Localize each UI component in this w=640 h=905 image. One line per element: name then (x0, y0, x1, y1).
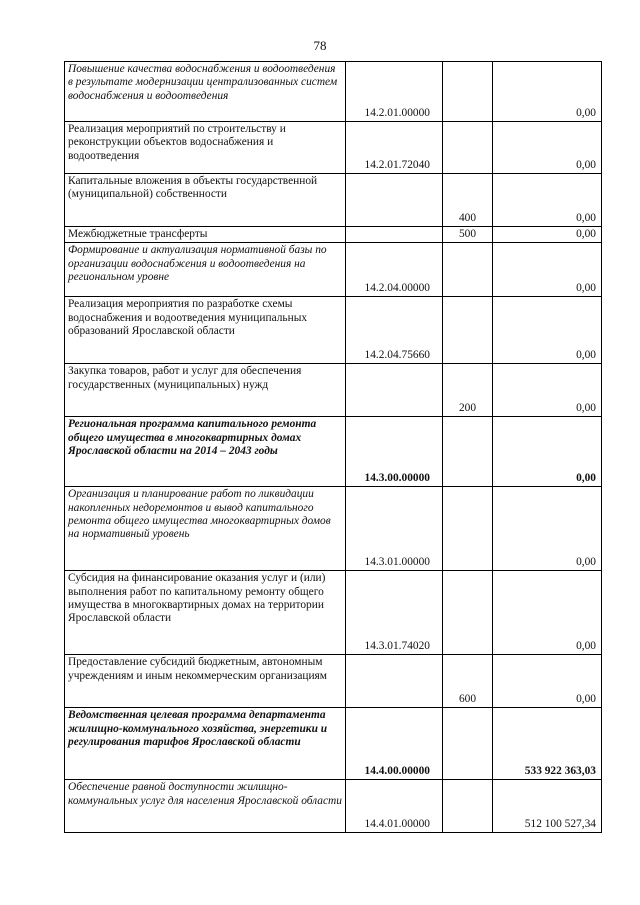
table-row (65, 708, 602, 780)
table-row (65, 571, 602, 655)
row-name-cell: Повышение качества водоснабжения и водоотведения в результате модернизации централизованных систем водоснабжения и водоотведения (65, 62, 346, 122)
row-name-cell: Обеспечение равной доступности жилищно-коммунальных услуг для населения Ярославской области (65, 780, 346, 833)
row-code-cell: 14.4.01.00000 (346, 780, 443, 833)
row-vr-cell (443, 243, 493, 297)
row-name-cell: Реализация мероприятия по разработке схемы водоснабжения и водоотведения муниципальных образований Ярославской области (65, 297, 346, 364)
row-vr-cell (443, 571, 493, 655)
row-code-cell: 14.2.01.00000 (346, 62, 443, 122)
row-name-cell: Субсидия на финансирование оказания услуг и (или) выполнения работ по капитальному ремонту общего имущества в многоквартирных домах на территории Ярославской области (65, 571, 346, 655)
row-code-cell (346, 174, 443, 227)
row-code-cell (346, 364, 443, 417)
page-number: 78 (313, 38, 327, 53)
row-amount-cell: 0,00 (493, 62, 602, 122)
row-name-cell: Региональная программа капитального ремонта общего имущества в многоквартирных домах Ярославской области на 2014 – 2043 годы (65, 417, 346, 487)
row-code-cell: 14.2.04.00000 (346, 243, 443, 297)
row-name-cell: Ведомственная целевая программа департамента жилищно-коммунального хозяйства, энергетики и регулирования тарифов Ярославской области (65, 708, 346, 780)
table-row (65, 174, 602, 227)
row-name-cell: Закупка товаров, работ и услуг для обеспечения государственных (муниципальных) нужд (65, 364, 346, 417)
row-name-cell: Организация и планирование работ по ликвидации накопленных недоремонтов и вывод капитального ремонта общего имущества многоквартирных домов на нормативный уровень (65, 487, 346, 571)
budget-table-body (65, 62, 602, 833)
row-vr-cell (443, 780, 493, 833)
row-amount-cell: 0,00 (493, 227, 602, 243)
row-code-cell (346, 655, 443, 708)
row-code-cell: 14.3.00.00000 (346, 417, 443, 487)
row-name-cell: Реализация мероприятий по строительству и реконструкции объектов водоснабжения и водоотведения (65, 122, 346, 174)
budget-table (64, 61, 602, 833)
row-amount-cell: 0,00 (493, 174, 602, 227)
row-amount-cell: 0,00 (493, 122, 602, 174)
table-row (65, 780, 602, 833)
row-name-cell: Межбюджетные трансферты (65, 227, 346, 243)
row-amount-cell: 0,00 (493, 487, 602, 571)
row-code-cell: 14.2.04.75660 (346, 297, 443, 364)
table-row (65, 655, 602, 708)
row-vr-cell (443, 297, 493, 364)
table-row (65, 227, 602, 243)
table-row (65, 364, 602, 417)
row-vr-cell: 500 (443, 227, 493, 243)
row-amount-cell: 512 100 527,34 (493, 780, 602, 833)
row-vr-cell: 200 (443, 364, 493, 417)
row-amount-cell: 0,00 (493, 297, 602, 364)
row-name-cell: Предоставление субсидий бюджетным, автономным учреждениям и иным некоммерческим организациям (65, 655, 346, 708)
table-row (65, 487, 602, 571)
row-amount-cell: 0,00 (493, 571, 602, 655)
row-name-cell: Капитальные вложения в объекты государственной (муниципальной) собственности (65, 174, 346, 227)
row-amount-cell: 0,00 (493, 655, 602, 708)
row-amount-cell: 0,00 (493, 417, 602, 487)
row-vr-cell (443, 122, 493, 174)
row-code-cell: 14.3.01.74020 (346, 571, 443, 655)
table-row (65, 417, 602, 487)
table-row (65, 243, 602, 297)
row-vr-cell (443, 417, 493, 487)
row-amount-cell: 0,00 (493, 364, 602, 417)
row-vr-cell (443, 62, 493, 122)
row-code-cell (346, 227, 443, 243)
row-name-cell: Формирование и актуализация нормативной базы по организации водоснабжения и водоотведения на региональном уровне (65, 243, 346, 297)
table-row (65, 297, 602, 364)
row-code-cell: 14.3.01.00000 (346, 487, 443, 571)
table-row (65, 122, 602, 174)
row-code-cell: 14.2.01.72040 (346, 122, 443, 174)
table-row (65, 62, 602, 122)
row-vr-cell: 600 (443, 655, 493, 708)
row-vr-cell: 400 (443, 174, 493, 227)
row-amount-cell: 0,00 (493, 243, 602, 297)
row-vr-cell (443, 487, 493, 571)
row-code-cell: 14.4.00.00000 (346, 708, 443, 780)
row-vr-cell (443, 708, 493, 780)
row-amount-cell: 533 922 363,03 (493, 708, 602, 780)
